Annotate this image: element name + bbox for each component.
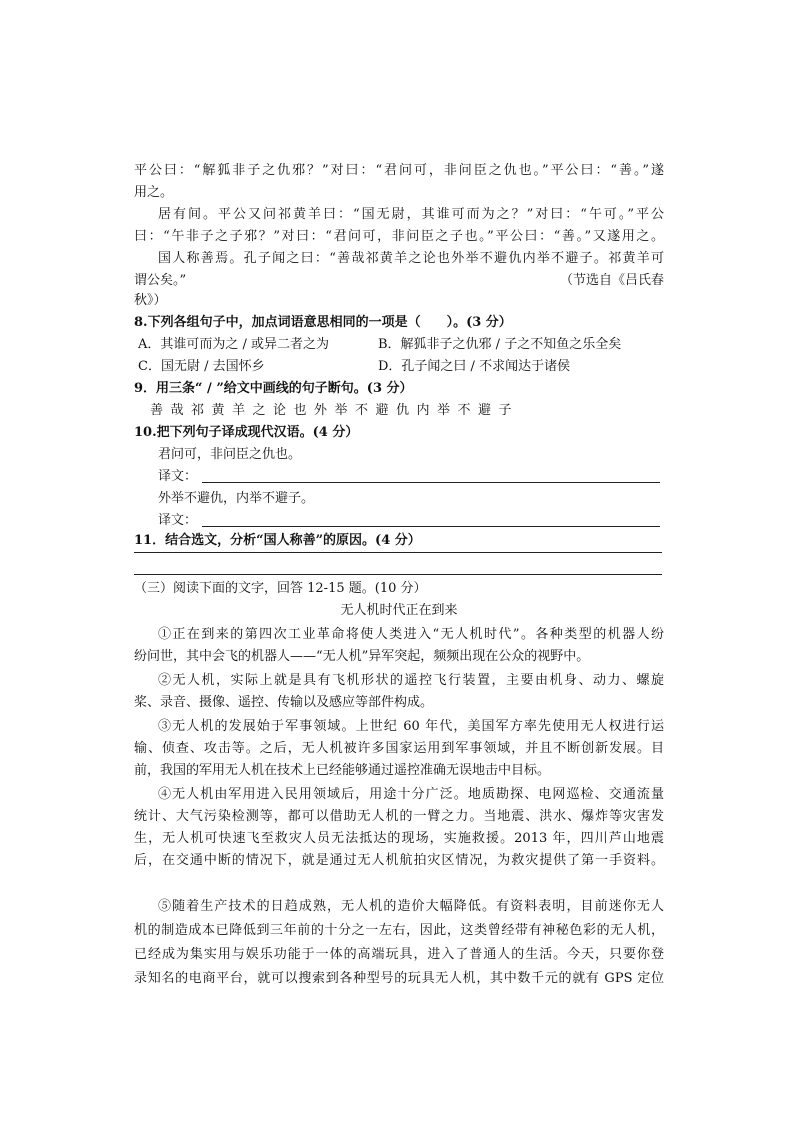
paragraph-4-line: 统计、大气污染检测等，都可以借助无人机的一臂之力。当地震、洪水、爆炸等灾害发 bbox=[134, 809, 664, 824]
translation-label: 译文： bbox=[158, 469, 198, 484]
article-title: 无人机时代正在到来 bbox=[340, 603, 458, 618]
question-8-option-c: C．国无尉 / 去国怀乡 bbox=[138, 359, 265, 374]
paragraph-2-line: 桨、录音、摄像、遥控、传输以及感应等部件构成。 bbox=[134, 695, 434, 710]
source-citation: （节选自《吕氏春 bbox=[559, 273, 664, 288]
paragraph-3-line: ③无人机的发展始于军事领域。上世纪 60 年代，美国军方率先使用无人权进行运 bbox=[158, 719, 664, 734]
passage-line: 用之。 bbox=[134, 185, 174, 200]
question-9-sentence: 善哉祁黄羊之论也外举不避仇内举不避子 bbox=[150, 403, 520, 418]
translation-answer-line-2[interactable] bbox=[202, 526, 660, 527]
translation-answer-line-1[interactable] bbox=[202, 482, 660, 483]
question-8-stem: 8.下列各组句子中，加点词语意思相同的一项是（ ）。(3 分） bbox=[134, 315, 512, 330]
question-10-sentence-1: 君问可，非问臣之仇也。 bbox=[158, 447, 302, 462]
paragraph-5-line: 已经成为集实用与娱乐功能于一体的高端玩具，进入了普通人的生活。今天，只要你登 bbox=[134, 947, 664, 962]
passage-line: 国人称善焉。孔子闻之曰：“善哉祁黄羊之论也外举不避仇内举不避子。祁黄羊可 bbox=[158, 251, 664, 266]
question-11-stem: 11．结合选文，分析“国人称善”的原因。(4 分） bbox=[134, 533, 421, 548]
passage-line: 平公曰：“解狐非子之仇邪？”对曰：“君问可，非问臣之仇也。”平公曰：“善。”遂 bbox=[134, 163, 664, 178]
paragraph-1-line: ①正在到来的第四次工业革命将使人类进入“无人机时代”。各种类型的机器人纷 bbox=[158, 627, 664, 642]
paragraph-3-line: 输、侦查、攻击等。之后，无人机被许多国家运用到军事领域，并且不断创新发展。目 bbox=[134, 741, 664, 756]
passage-line: 居有间。平公又问祁黄羊曰：“国无尉，其谁可而为之？”对曰：“午可。”平公 bbox=[158, 207, 664, 222]
question-10-sentence-2: 外举不避仇，内举不避子。 bbox=[158, 491, 315, 506]
question-10-stem: 10.把下列句子译成现代汉语。(4 分） bbox=[134, 425, 359, 440]
paragraph-4-line: ④无人机由军用进入民用领域后，用途十分广泛。地质勘探、电网巡检、交通流量 bbox=[158, 787, 664, 802]
answer-line-1[interactable] bbox=[134, 552, 662, 553]
paragraph-4-line: 后，在交通中断的情况下，就是通过无人机航拍灾区情况，为救灾提供了第一手资料。 bbox=[134, 853, 664, 868]
paragraph-2-line: ②无人机，实际上就是具有飞机形状的遥控飞行装置，主要由机身、动力、螺旋 bbox=[158, 673, 664, 688]
answer-line-2[interactable] bbox=[134, 574, 662, 575]
passage-line: 谓公矣。” bbox=[134, 273, 187, 288]
paragraph-3-line: 前，我国的军用无人机在技术上已经能够通过遥控准确无误地击中目标。 bbox=[134, 763, 551, 778]
question-8-option-d: D．孔子闻之曰 / 不求闻达于诸侯 bbox=[378, 359, 571, 374]
paragraph-4-line: 生，无人机可快速飞至救灾人员无法抵达的现场，实施救援。2013 年，四川芦山地震 bbox=[134, 831, 664, 846]
paragraph-5-line: ⑤随着生产技术的日趋成熟，无人机的造价大幅降低。有资料表明，目前迷你无人 bbox=[158, 899, 664, 914]
section-header: （三）阅读下面的文字，回答 12-15 题。(10 分） bbox=[134, 581, 427, 596]
question-8-option-a: A．其谁可而为之 / 或异二者之为 bbox=[138, 337, 330, 352]
paragraph-1-line: 纷问世，其中会飞的机器人——“无人机”异军突起，频频出现在公众的视野中。 bbox=[134, 649, 590, 664]
paragraph-5-line: 录知名的电商平台，就可以搜索到各种型号的玩具无人机，其中数千元的就有 GPS 定位 bbox=[134, 971, 664, 986]
passage-line: 曰：“午非子之子邪？”对曰：“君问可，非问臣之子也。”平公曰：“善。”又遂用之。 bbox=[134, 229, 664, 244]
source-citation: 秋》） bbox=[134, 293, 167, 308]
question-9-stem: 9．用三条“ / ”给文中画线的句子断句。(3 分） bbox=[134, 381, 413, 396]
paragraph-5-line: 机的制造成本已降低到三年前的十分之一左右，因此，这类曾经带有神秘色彩的无人机， bbox=[134, 923, 664, 938]
question-8-option-b: B．解狐非子之仇邪 / 子之不知鱼之乐全矣 bbox=[378, 337, 622, 352]
translation-label: 译文： bbox=[158, 513, 198, 528]
